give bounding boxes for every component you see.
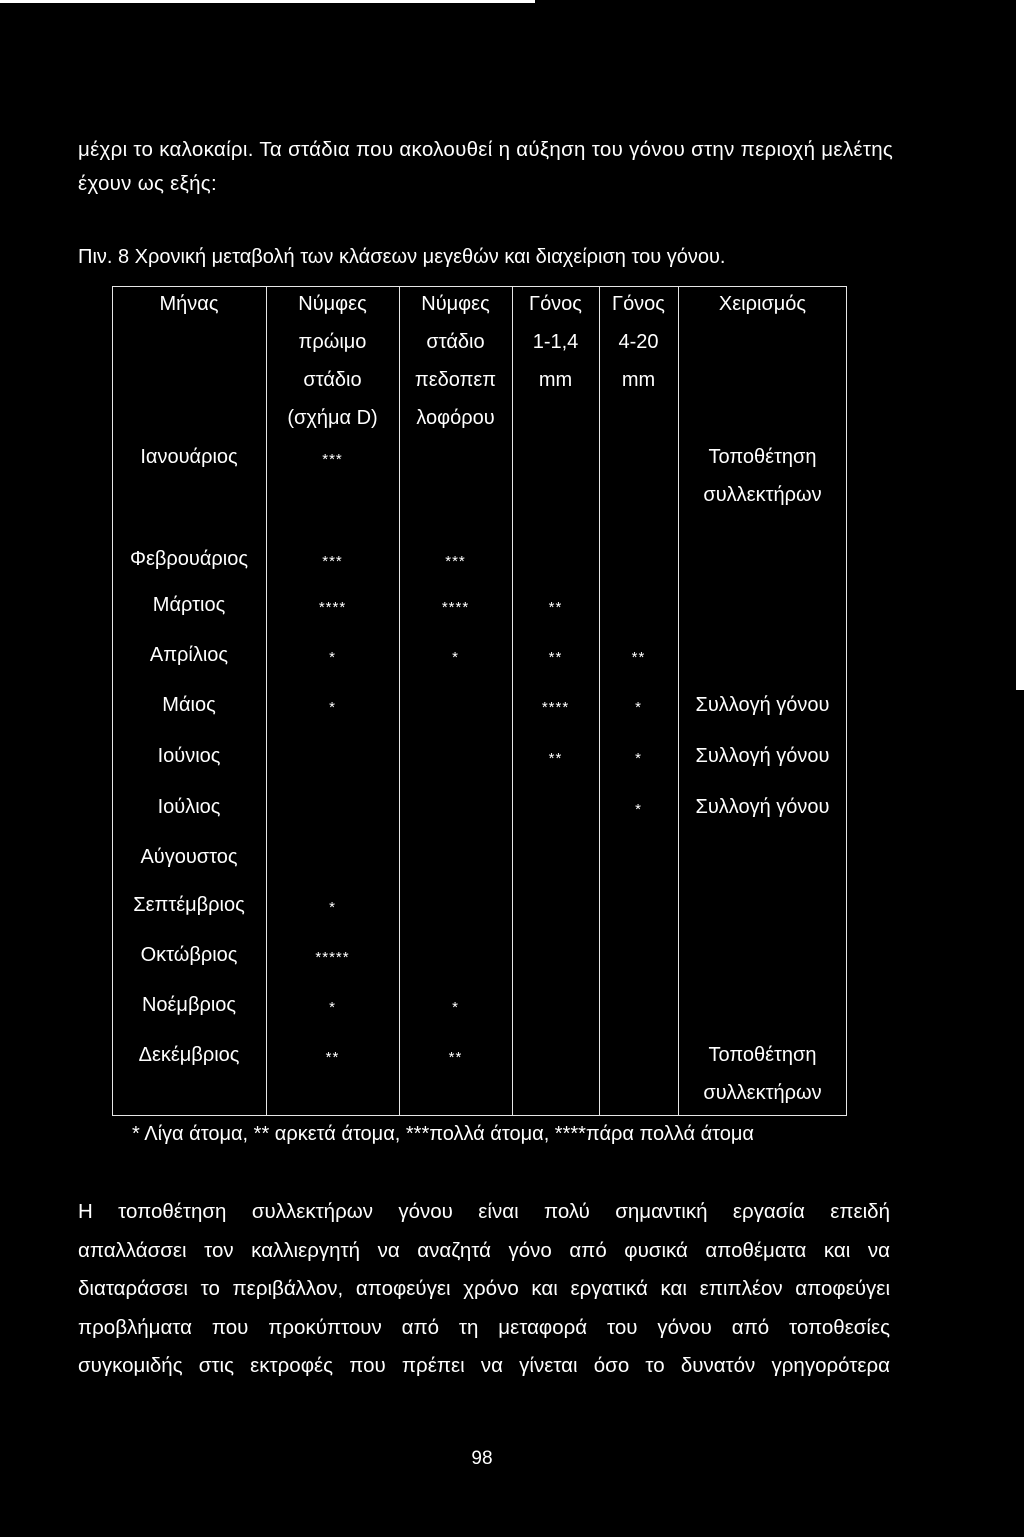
table-cell-pediveliger: *** [445, 553, 466, 570]
table-cell-month: Αύγουστος [140, 846, 238, 868]
table-header-spat-small: Γόνος 1-1,4 mm [529, 293, 582, 391]
table-header-month: Μήνας [159, 293, 219, 315]
table-cell-month: Φεβρουάριος [130, 548, 248, 570]
table-cell-month: Δεκέμβριος [138, 1044, 240, 1066]
table-cell-spat-small: **** [541, 699, 570, 716]
table-cell-handling: Συλλογή γόνου [695, 796, 830, 818]
table-cell-spat-small: ** [548, 649, 563, 666]
top-rule [0, 0, 535, 3]
size-class-table [112, 286, 847, 1116]
table-cell-month: Σεπτέμβριος [133, 894, 245, 916]
paragraph-line: συγκομιδής στις εκτροφές που πρέπει να γίνεται όσο το δυνατόν γρηγορότερα [78, 1354, 890, 1377]
table-cell-handling: Τοποθέτηση συλλεκτήρων [703, 446, 822, 506]
table-cell-early-nymph: * [329, 899, 336, 916]
table-row-line [112, 1115, 847, 1116]
table-cell-spat-large: * [635, 750, 642, 767]
table-cell-spat-large: ** [631, 649, 646, 666]
table-cell-handling: Συλλογή γόνου [695, 745, 830, 767]
paragraph-line: διαταράσσει το περιβάλλον, αποφεύγει χρόνο και εργατικά και επιπλέον αποφεύγει [78, 1277, 890, 1300]
table-cell-month: Μάιος [162, 694, 216, 716]
table-header-handling: Χειρισμός [718, 293, 807, 315]
paragraph-line: προβλήματα που προκύπτουν από τη μεταφορά του γόνου από τοποθεσίες [78, 1315, 890, 1339]
table-cell-month: Οκτώβριος [140, 944, 238, 966]
table-cell-month: Απρίλιος [149, 644, 229, 666]
table-cell-early-nymph: *** [322, 451, 343, 468]
table-cell-month: Ιανουάριος [140, 446, 238, 468]
table-header-spat-large: Γόνος 4-20 mm [612, 293, 665, 391]
table-cell-month: Νοέμβριος [141, 994, 237, 1016]
table-cell-early-nymph: **** [318, 599, 347, 616]
table-cell-early-nymph: ** [325, 1049, 340, 1066]
table-cell-month: Ιούλιος [157, 796, 221, 818]
table-cell-pediveliger: **** [441, 599, 470, 616]
table-cell-spat-small: ** [548, 750, 563, 767]
table-legend: * Λίγα άτομα, ** αρκετά άτομα, ***πολλά άτομα, ****πάρα πολλά άτομα [132, 1123, 754, 1145]
table-cell-month: Μάρτιος [152, 594, 226, 616]
table-cell-pediveliger: ** [448, 1049, 463, 1066]
table-cell-handling: Συλλογή γόνου [695, 694, 830, 716]
table-cell-early-nymph: ***** [315, 949, 350, 966]
paragraph-line: Η τοποθέτηση συλλεκτήρων γόνου είναι πολύ σημαντική εργασία επειδή [78, 1200, 890, 1223]
table-cell-handling: Τοποθέτηση συλλεκτήρων [703, 1044, 822, 1104]
table-cell-pediveliger: * [452, 999, 459, 1016]
table-cell-early-nymph: * [329, 999, 336, 1016]
table-cell-spat-large: * [635, 699, 642, 716]
table-cell-early-nymph: * [329, 649, 336, 666]
table-cell-early-nymph: *** [322, 553, 343, 570]
table-caption: Πιν. 8 Χρονική μεταβολή των κλάσεων μεγεθών και διαχείριση του γόνου. [78, 246, 726, 268]
main-paragraph [78, 1193, 890, 1386]
table-header-pediveliger: Νύμφες στάδιο πεδοπεπ λοφόρου [414, 293, 497, 429]
table-cell-early-nymph: * [329, 699, 336, 716]
right-page-edge [1016, 0, 1024, 690]
table-cell-pediveliger: * [452, 649, 459, 666]
table-cell-spat-small: ** [548, 599, 563, 616]
intro-paragraph: μέχρι το καλοκαίρι. Τα στάδια που ακολουθεί η αύξηση του γόνου στην περιοχή μελέτης έχουν ως εξής: [78, 138, 894, 195]
table-cell-month: Ιούνιος [157, 745, 221, 767]
table-cell-spat-large: * [635, 801, 642, 818]
paragraph-line: απαλλάσσει τον καλλιεργητή να αναζητά γόνο από φυσικά αποθέματα και να [78, 1238, 890, 1262]
page-number: 98 [471, 1448, 493, 1469]
table-header-early-nymph: Νύμφες πρώιμο στάδιο (σχήμα D) [287, 293, 378, 429]
